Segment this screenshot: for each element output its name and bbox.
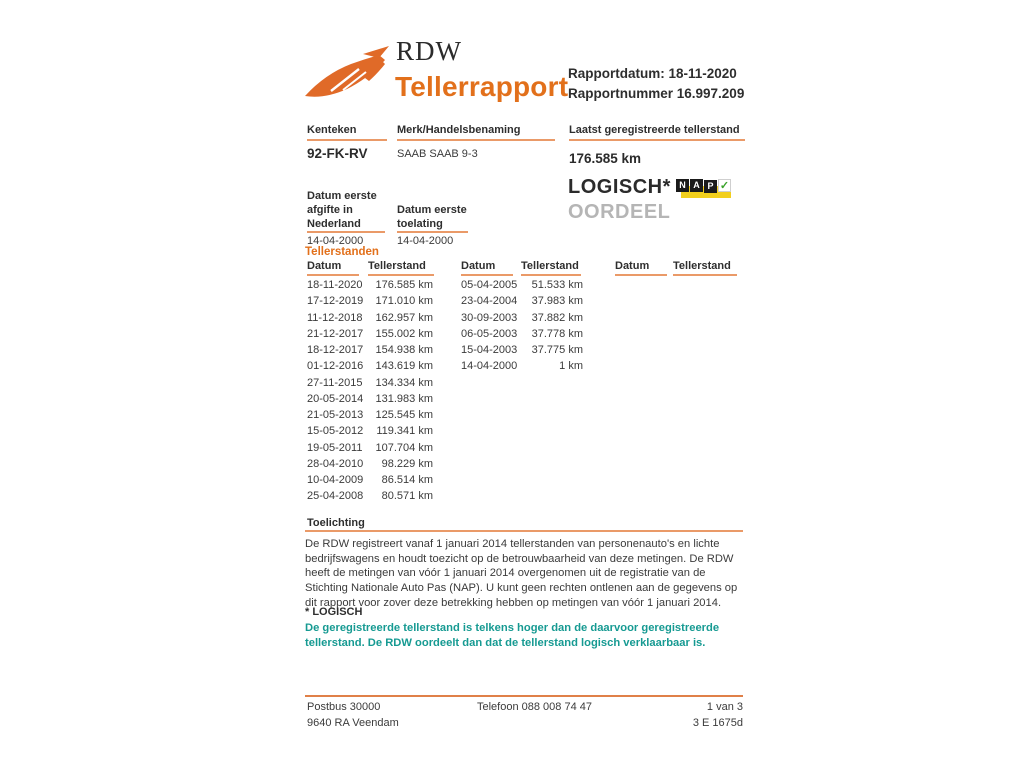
column-header-datum: Datum: [615, 260, 650, 272]
date-cell: 27-11-2015: [307, 376, 363, 389]
table-row: [307, 295, 433, 311]
table-row: [307, 393, 433, 409]
verdict-text: LOGISCH*: [568, 176, 671, 198]
datum-toelating-label: Datum eerste toelating: [397, 204, 467, 230]
laatst-tellerstand-value: 176.585 km: [569, 151, 642, 166]
toelichting-body: De RDW registreert vanaf 1 januari 2014 tellerstanden van personenauto's en lichte bedrijfswagens en houdt toezicht op de betrouwbaarheid van deze metingen. De RDW heeft de metingen van vóór 1 januari 2014 overgenomen uit de registratie van de Stichting Nationale Auto Pas (NAP). U kunt geen rechten ontlenen aan de gegevens op dit rapport voor zover deze betrekking hebben op metingen van vóór 1 januari 2014.: [305, 538, 738, 609]
column-header-datum: Datum: [461, 260, 496, 272]
date-cell: 10-04-2009: [307, 474, 364, 486]
oordeel-text: OORDEEL: [568, 201, 671, 223]
column-header-tellerstand: Tellerstand: [673, 260, 731, 272]
report-meta: [568, 64, 744, 104]
readings-group-1: [307, 279, 433, 507]
column-header-tellerstand: Tellerstand: [521, 260, 579, 272]
logisch-body: De geregistreerde tellerstand is telkens hoger dan de daarvoor geregistreerde tellerstand. De RDW oordeelt dan dat de tellerstand logisch verklaarbaar is.: [305, 622, 720, 649]
value-cell: 125.545 km: [375, 409, 433, 421]
footer-address-line1: Postbus 30000: [307, 701, 381, 713]
table-row: [307, 474, 433, 490]
value-cell: 176.585 km: [375, 279, 433, 291]
table-row: [461, 295, 583, 311]
value-cell: 37.775 km: [531, 344, 583, 356]
header-underline: [368, 274, 434, 276]
table-row: [461, 344, 583, 360]
date-cell: 15-04-2003: [461, 344, 518, 356]
date-cell: 18-12-2017: [307, 344, 364, 356]
table-row: [307, 442, 433, 458]
table-row: [307, 490, 433, 506]
date-cell: 11-12-2018: [307, 311, 363, 324]
value-cell: 171.010 km: [375, 295, 433, 308]
value-cell: 107.704 km: [375, 441, 433, 454]
table-row: [461, 279, 583, 295]
footer-rule: [305, 695, 743, 697]
date-cell: 01-12-2016: [307, 360, 364, 373]
table-row: [307, 377, 433, 393]
date-cell: 17-12-2019: [307, 295, 364, 308]
footer-address: [307, 700, 399, 731]
kenteken-value: 92-FK-RV: [307, 146, 368, 161]
datum-toelating-value: 14-04-2000: [397, 235, 454, 247]
table-row: [307, 458, 433, 474]
date-cell: 21-05-2013: [307, 409, 364, 421]
header-underline: [615, 274, 667, 276]
afgifte-underline: [307, 231, 385, 233]
date-cell: 18-11-2020: [307, 279, 363, 291]
value-cell: 51.533 km: [531, 279, 583, 291]
merk-value: SAAB SAAB 9-3: [397, 148, 478, 160]
date-cell: 15-05-2012: [307, 425, 364, 438]
value-cell: 119.341 km: [376, 425, 433, 438]
nap-tile-n: N: [676, 179, 689, 192]
rdw-logo-icon: [303, 44, 391, 106]
value-cell: 162.957 km: [375, 311, 433, 324]
nap-tile-a: A: [690, 179, 703, 192]
footer-page-number: 1 van 3: [706, 701, 743, 713]
table-row: [307, 425, 433, 441]
report-date: Rapportdatum: 18-11-2020: [568, 66, 737, 81]
footer-doc-code: 3 E 1675d: [692, 716, 743, 729]
value-cell: 155.002 km: [375, 327, 433, 340]
table-row: [461, 312, 583, 328]
laatst-tellerstand-label: Laatst geregistreerde tellerstand: [569, 124, 745, 141]
page-title: Tellerrapport: [395, 71, 569, 102]
date-cell: 28-04-2010: [307, 457, 364, 470]
nap-logo: [676, 179, 734, 201]
toelichting-heading: Toelichting: [307, 517, 365, 529]
header-underline: [521, 274, 581, 276]
table-row: [307, 279, 433, 295]
column-header-datum: Datum: [307, 260, 342, 272]
value-cell: 98.229 km: [381, 457, 433, 470]
logisch-heading: * LOGISCH: [305, 606, 363, 618]
date-cell: 05-04-2005: [461, 279, 518, 291]
date-cell: 20-05-2014: [307, 392, 364, 405]
header-underline: [461, 274, 513, 276]
value-cell: 37.983 km: [531, 295, 583, 308]
merk-label: Merk/Handelsbenaming: [397, 124, 555, 141]
table-row: [461, 360, 583, 376]
value-cell: 131.983 km: [375, 392, 433, 405]
toelichting-underline: [305, 530, 743, 532]
value-cell: 143.619 km: [375, 360, 433, 373]
table-row: [307, 409, 433, 425]
footer-page-block: [640, 700, 743, 731]
report-number: Rapportnummer 16.997.209: [568, 86, 745, 101]
date-cell: 25-04-2008: [307, 490, 364, 503]
brand-text: RDW: [396, 36, 462, 66]
readings-group-2: [461, 279, 583, 377]
value-cell: 134.334 km: [375, 376, 433, 389]
value-cell: 86.514 km: [381, 474, 433, 486]
toelating-underline: [397, 231, 468, 233]
date-cell: 06-05-2003: [461, 327, 518, 340]
value-cell: 37.778 km: [531, 327, 583, 340]
date-cell: 19-05-2011: [307, 441, 363, 454]
date-cell: 23-04-2004: [461, 295, 518, 308]
datum-afgifte-value: 14-04-2000: [307, 235, 364, 247]
date-cell: 30-09-2003: [461, 311, 518, 324]
tellerstanden-heading: Tellerstanden: [305, 246, 379, 258]
column-header-tellerstand: Tellerstand: [368, 260, 426, 272]
footer-address-line2: 9640 RA Veendam: [307, 716, 399, 729]
value-cell: 154.938 km: [375, 344, 433, 356]
value-cell: 37.882 km: [531, 311, 583, 324]
nap-tile-p: P: [704, 180, 717, 193]
value-cell: 1 km: [559, 360, 583, 373]
table-row: [307, 312, 433, 328]
table-row: [461, 328, 583, 344]
table-row: [307, 328, 433, 344]
table-row: [307, 360, 433, 376]
date-cell: 21-12-2017: [307, 327, 364, 340]
value-cell: 80.571 km: [381, 490, 433, 503]
nap-check-icon: ✓: [719, 180, 730, 192]
footer-phone: Telefoon 088 008 74 47: [477, 701, 592, 713]
datum-afgifte-label: Datum eerste afgifte in Nederland: [307, 190, 377, 230]
table-row: [307, 344, 433, 360]
header-underline: [673, 274, 737, 276]
date-cell: 14-04-2000: [461, 360, 518, 373]
header-underline: [307, 274, 359, 276]
kenteken-label: Kenteken: [307, 124, 387, 141]
